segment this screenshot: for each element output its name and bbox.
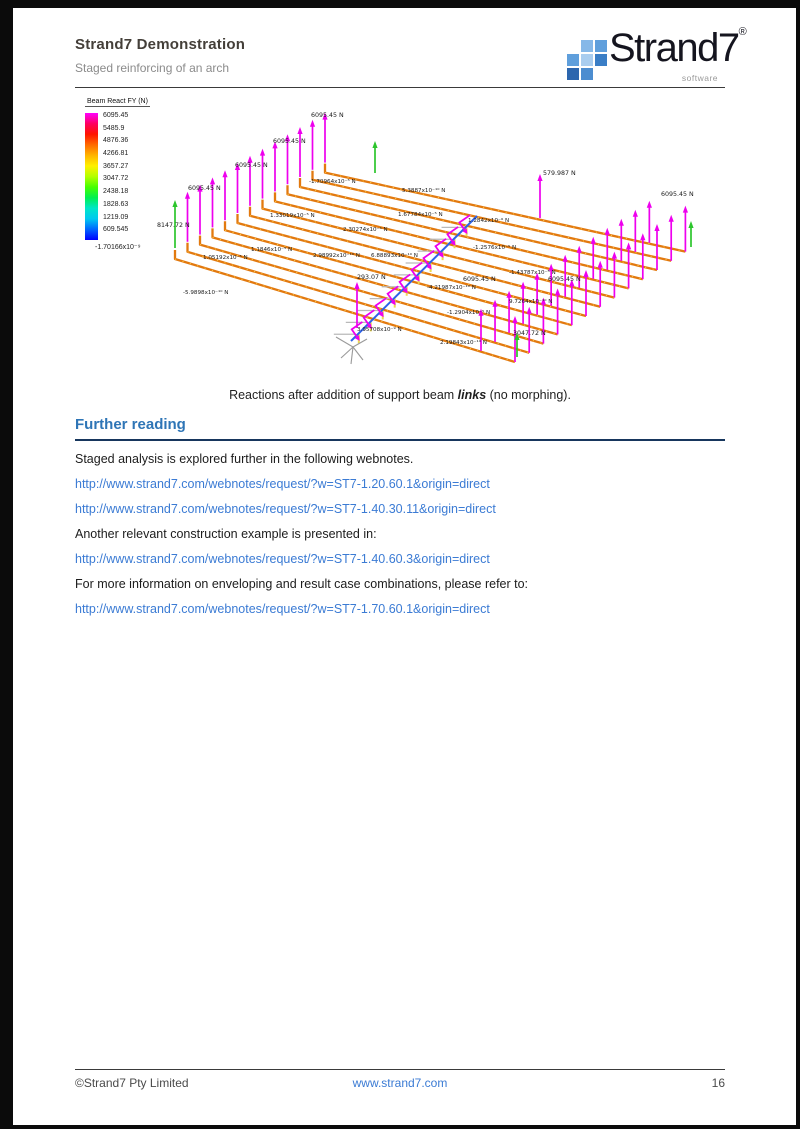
link-paragraph (75, 502, 725, 517)
link-paragraph (75, 602, 725, 617)
reaction-value-label: -5.9898x10⁻¹⁰ N (183, 290, 229, 296)
page-number: 16 (711, 1076, 725, 1090)
screenshot-frame-right (796, 0, 800, 1129)
document-subtitle: Staged reinforcing of an arch (75, 61, 230, 75)
webnote-link[interactable]: http://www.strand7.com/webnotes/request/?w=ST7-1.40.30.11&origin=direct (75, 502, 496, 516)
reaction-value-label: -1.2904x10⁻⁵ N (447, 310, 491, 316)
webnote-link[interactable]: http://www.strand7.com/webnotes/request/?w=ST7-1.20.60.1&origin=direct (75, 477, 490, 491)
reaction-value-label: 1.2842x10⁻⁶ N (468, 218, 510, 224)
reaction-value-label: 2.30274x10⁻⁵ N (343, 227, 388, 233)
reaction-value-label: 6095.45 N (273, 138, 306, 145)
webnote-link[interactable]: http://www.strand7.com/webnotes/request/?w=ST7-1.40.60.3&origin=direct (75, 552, 490, 566)
link-paragraph (75, 552, 725, 567)
reaction-value-label: 6095.45 N (235, 162, 268, 169)
reaction-value-label: 6.88893x10⁻¹⁰ N (371, 253, 418, 259)
reaction-value-label: 6095.45 N (188, 185, 221, 192)
reaction-value-label: 579.987 N (543, 170, 576, 177)
document-title: Strand7 Demonstration (75, 36, 246, 53)
body-text: For more information on enveloping and result case combinations, please refer to: (75, 577, 529, 591)
legend-color-bar (85, 113, 98, 240)
reaction-value-label: 293.07 N (357, 274, 386, 281)
legend-value: 3657.27 (103, 162, 129, 170)
further-reading-heading: Further reading (75, 416, 186, 433)
reaction-value-label: 1.67784x10⁻⁵ N (398, 212, 443, 218)
reaction-value-label: -1.70964x10⁻⁵ N (309, 179, 356, 185)
logo-squares-icon (567, 40, 607, 80)
logo-wordmark: Strand7® (609, 26, 747, 70)
caption-text-end: (no morphing). (486, 388, 571, 402)
legend-value: 3047.72 (103, 175, 129, 183)
body-text: Another relevant construction example is presented in: (75, 527, 377, 541)
legend-value: 4876.36 (103, 137, 129, 145)
footer-copyright: ©Strand7 Pty Limited (75, 1076, 189, 1090)
reaction-value-label: 1.1846x10⁻⁵ N (251, 247, 293, 253)
legend-value: 5485.9 (103, 124, 125, 132)
legend-value: 4266.81 (103, 150, 129, 158)
reaction-value-label: 1.33019x10⁻⁵ N (270, 213, 315, 219)
reaction-value-label: 3047.72 N (513, 330, 546, 337)
legend-value: 609.545 (103, 226, 129, 234)
legend-value: 1219.09 (103, 213, 129, 221)
reaction-value-label: -4.21987x10⁻¹⁰ N (427, 285, 476, 291)
reaction-value-label: 6095.45 N (463, 276, 496, 283)
screenshot-frame-left (0, 0, 13, 1129)
reaction-value-label: 1.05192x10⁻⁵ N (203, 255, 248, 261)
reaction-value-label: 6095.45 N (311, 112, 344, 119)
legend-values (103, 110, 128, 240)
legend-min-value: -1.70166x10⁻⁹ (95, 244, 141, 251)
reaction-value-label: 8147.72 N (157, 222, 190, 229)
legend-value: 1828.63 (103, 200, 129, 208)
reaction-value-label: 9.7264x10⁻¹⁰ N (509, 299, 553, 305)
caption-emphasis: links (457, 388, 487, 402)
body-text: Staged analysis is explored further in the following webnotes. (75, 452, 414, 466)
reaction-results-figure (85, 95, 725, 390)
reaction-value-label: 6095.45 N (661, 191, 694, 198)
caption-text: Reactions after addition of support beam (229, 388, 458, 402)
reaction-value-label: 2.98992x10⁻¹⁰ N (313, 253, 360, 259)
reaction-value-label: 6095.45 N (548, 276, 581, 283)
strand7-logo (567, 26, 747, 88)
registered-mark: ® (738, 26, 747, 38)
legend-value: 2438.18 (103, 188, 129, 196)
footer-rule (75, 1069, 725, 1070)
further-reading-rule (75, 439, 725, 441)
reaction-value-label: 5.3887x10⁻¹⁰ N (402, 188, 446, 194)
figure-caption (75, 388, 725, 402)
footer-website-link[interactable]: www.strand7.com (352, 1076, 448, 1090)
reaction-value-label: -1.2576x10⁻⁵ N (473, 245, 517, 251)
link-paragraph (75, 477, 725, 492)
logo-software-label: software (681, 73, 718, 83)
webnote-link[interactable]: http://www.strand7.com/webnotes/request/?w=ST7-1.70.60.1&origin=direct (75, 602, 490, 616)
reaction-value-label: 2.19843x10⁻¹⁰ N (440, 340, 487, 346)
screenshot-frame-bottom (0, 1125, 800, 1129)
further-reading-section (75, 452, 725, 627)
reaction-value-label: 3.95708x10⁻⁹ N (357, 327, 402, 333)
contour-legend (85, 98, 185, 251)
legend-value: 6095.45 (103, 112, 129, 119)
legend-title: Beam React FY (N) (87, 98, 148, 105)
reaction-value-label: -1.43787x10⁻⁵ N (509, 270, 556, 276)
screenshot-frame-top (0, 0, 800, 8)
